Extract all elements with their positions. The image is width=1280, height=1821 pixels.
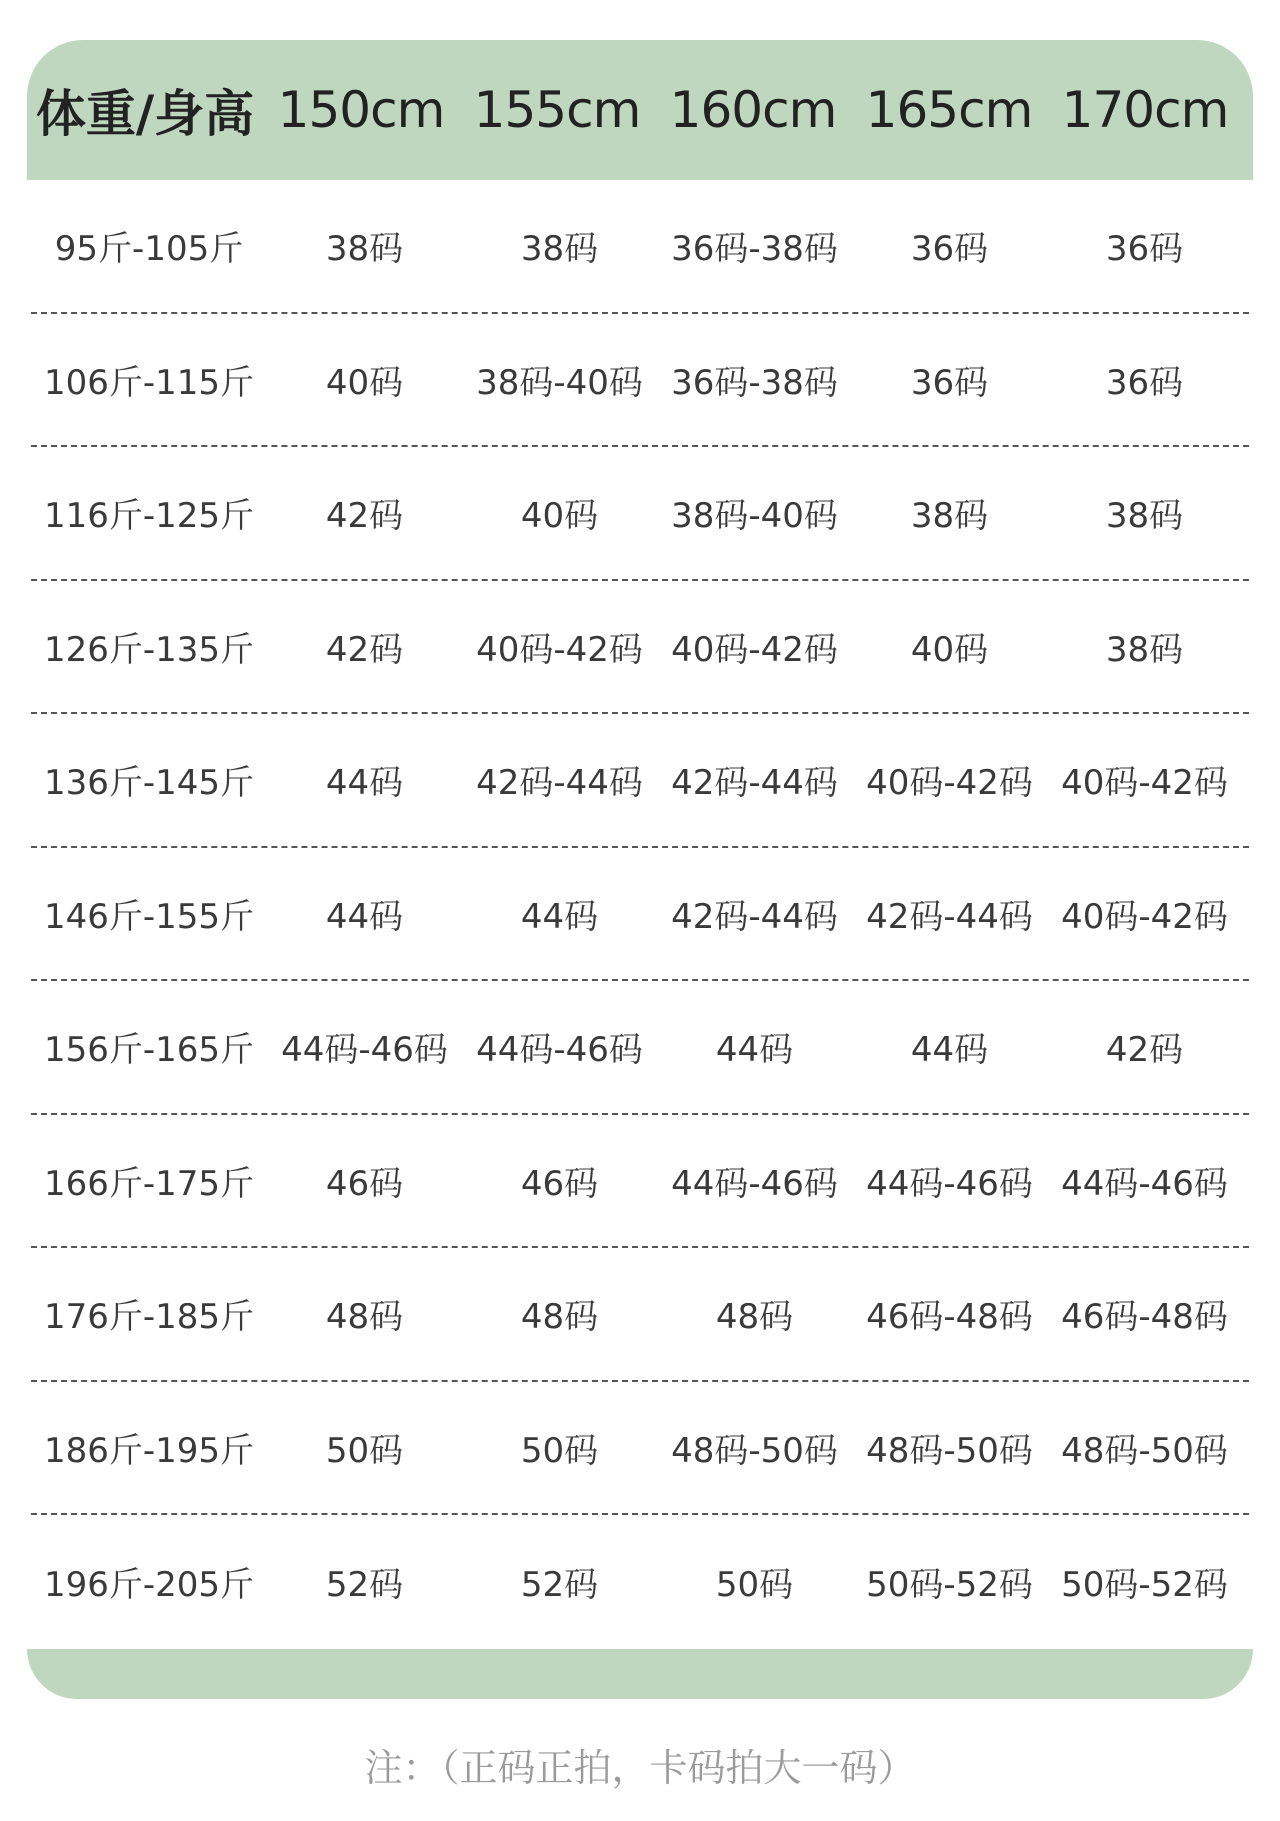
size-cell: 38码 xyxy=(910,496,989,537)
weight-range-cell: 176斤-185斤 xyxy=(43,1297,255,1338)
size-cell: 40码-42码 xyxy=(1061,763,1228,804)
size-cell: 40码-42码 xyxy=(476,629,643,670)
weight-range-cell: 156斤-165斤 xyxy=(43,1030,255,1071)
size-cell: 36码-38码 xyxy=(671,229,838,270)
size-cell: 50码 xyxy=(715,1565,794,1606)
weight-range-cell: 186斤-195斤 xyxy=(43,1430,255,1471)
size-cell: 42码-44码 xyxy=(671,763,838,804)
size-cell: 48码-50码 xyxy=(1061,1430,1228,1471)
header-height-155: 155cm xyxy=(473,81,641,139)
weight-range-cell: 95斤-105斤 xyxy=(54,229,244,270)
size-cell: 52码 xyxy=(520,1565,599,1606)
size-cell: 50码 xyxy=(520,1430,599,1471)
size-cell: 44码 xyxy=(520,896,599,937)
size-cell: 44码 xyxy=(325,763,404,804)
table-row xyxy=(31,981,1249,1115)
table-row xyxy=(31,714,1249,848)
size-cell: 44码 xyxy=(325,896,404,937)
header-height-170: 170cm xyxy=(1061,81,1229,139)
size-cell: 52码 xyxy=(325,1565,404,1606)
size-cell: 36码 xyxy=(910,229,989,270)
weight-range-cell: 196斤-205斤 xyxy=(43,1565,255,1606)
weight-range-cell: 146斤-155斤 xyxy=(43,896,255,937)
size-chart-footer-band xyxy=(27,1649,1253,1699)
size-cell: 42码-44码 xyxy=(866,896,1033,937)
table-row xyxy=(31,581,1249,715)
size-cell: 42码 xyxy=(1105,1030,1184,1071)
size-cell: 42码 xyxy=(325,629,404,670)
size-cell: 38码 xyxy=(325,229,404,270)
size-cell: 42码 xyxy=(325,496,404,537)
size-cell: 44码-46码 xyxy=(866,1163,1033,1204)
table-row xyxy=(31,1248,1249,1382)
table-row xyxy=(31,180,1249,314)
size-cell: 40码-42码 xyxy=(866,763,1033,804)
size-cell: 46码 xyxy=(325,1163,404,1204)
weight-range-cell: 166斤-175斤 xyxy=(43,1163,255,1204)
table-row xyxy=(31,447,1249,581)
size-cell: 36码 xyxy=(1105,229,1184,270)
table-row xyxy=(31,1382,1249,1516)
size-cell: 48码 xyxy=(715,1297,794,1338)
size-cell: 38码-40码 xyxy=(476,362,643,403)
size-cell: 42码-44码 xyxy=(476,763,643,804)
size-cell: 50码-52码 xyxy=(1061,1565,1228,1606)
size-note: 注：（正码正拍，卡码拍大一码） xyxy=(364,1746,916,1790)
size-cell: 40码 xyxy=(325,362,404,403)
size-chart-header xyxy=(27,40,1253,180)
size-cell: 36码-38码 xyxy=(671,362,838,403)
header-height-160: 160cm xyxy=(669,81,837,139)
weight-range-cell: 106斤-115斤 xyxy=(43,362,255,403)
header-height-150: 150cm xyxy=(277,81,445,139)
size-cell: 38码 xyxy=(1105,496,1184,537)
size-cell: 38码-40码 xyxy=(671,496,838,537)
weight-range-cell: 126斤-135斤 xyxy=(43,629,255,670)
size-cell: 46码-48码 xyxy=(1061,1297,1228,1338)
size-cell: 50码-52码 xyxy=(866,1565,1033,1606)
size-cell: 38码 xyxy=(1105,629,1184,670)
size-cell: 48码-50码 xyxy=(671,1430,838,1471)
size-cell: 40码-42码 xyxy=(1061,896,1228,937)
size-cell: 48码-50码 xyxy=(866,1430,1033,1471)
table-row xyxy=(31,1515,1249,1649)
size-cell: 36码 xyxy=(910,362,989,403)
size-cell: 44码-46码 xyxy=(281,1030,448,1071)
size-cell: 40码 xyxy=(520,496,599,537)
size-cell: 44码-46码 xyxy=(476,1030,643,1071)
size-chart xyxy=(27,40,1253,1699)
size-cell: 40码 xyxy=(910,629,989,670)
size-cell: 44码 xyxy=(715,1030,794,1071)
size-cell: 50码 xyxy=(325,1430,404,1471)
size-cell: 46码-48码 xyxy=(866,1297,1033,1338)
table-row xyxy=(31,314,1249,448)
header-weight-height-label: 体重/身高 xyxy=(35,85,255,143)
size-cell: 40码-42码 xyxy=(671,629,838,670)
size-cell: 48码 xyxy=(325,1297,404,1338)
size-chart-body xyxy=(27,180,1253,1649)
table-row xyxy=(31,848,1249,982)
weight-range-cell: 136斤-145斤 xyxy=(43,763,255,804)
size-cell: 36码 xyxy=(1105,362,1184,403)
size-cell: 48码 xyxy=(520,1297,599,1338)
size-cell: 44码-46码 xyxy=(1061,1163,1228,1204)
size-cell: 42码-44码 xyxy=(671,896,838,937)
size-cell: 38码 xyxy=(520,229,599,270)
size-cell: 44码 xyxy=(910,1030,989,1071)
size-cell: 44码-46码 xyxy=(671,1163,838,1204)
header-height-165: 165cm xyxy=(865,81,1033,139)
table-row xyxy=(31,1115,1249,1249)
weight-range-cell: 116斤-125斤 xyxy=(43,496,255,537)
size-cell: 46码 xyxy=(520,1163,599,1204)
